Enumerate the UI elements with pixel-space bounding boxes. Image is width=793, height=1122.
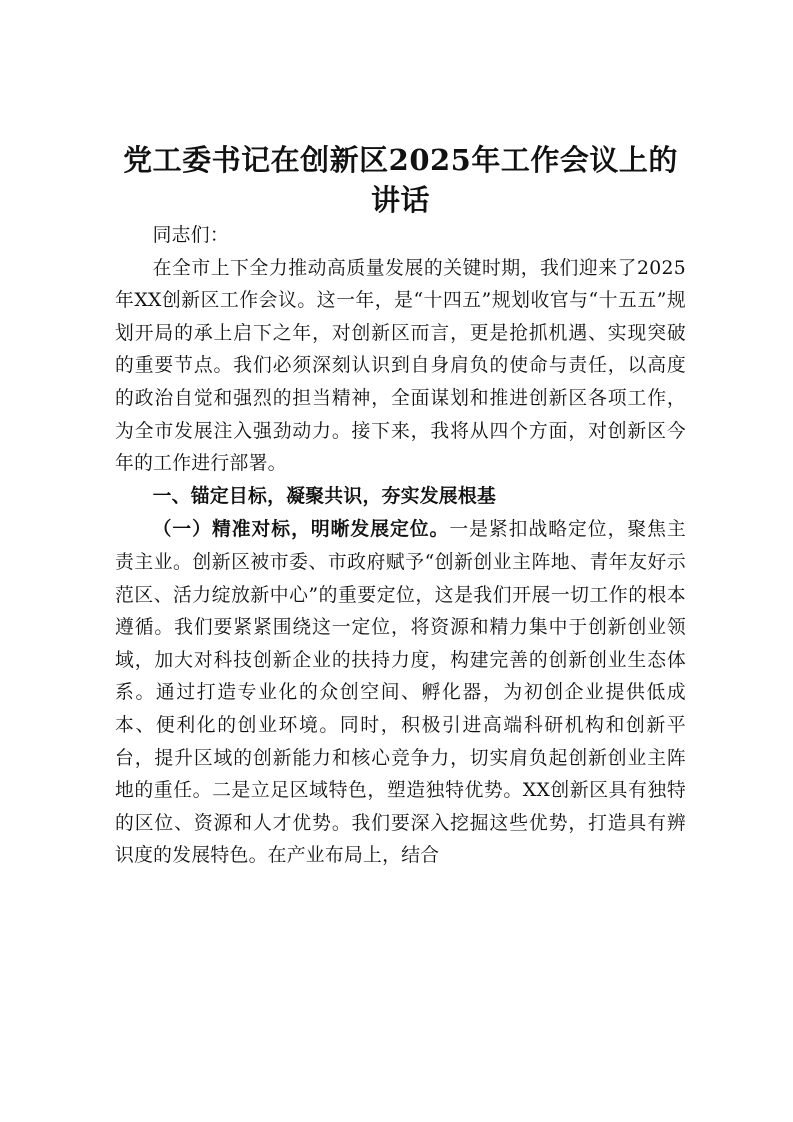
subsection-body-1: 一是紧扣战略定位，聚焦主责主业。创新区被市委、市政府赋予“创新创业主阵地、青年友好示范区、活力绽放新中心”的重要定位，这是我们开展一切工作的根本遵循。我们要紧紧围绕这一定位，将资源和精力集中于创新创业领域，加大对科技创新企业的扶持力度，构建完善的创新创业生态体系。通过打造专业化的众创空间、孵化器，为初创企业提供低成本、便利化的创业环境。同时，积极引进高端科研机构和创新平台，提升区域的创新能力和核心竞争力，切实肩负起创新创业主阵地的重任。二是立足区域特色，塑造独特优势。XX创新区具有独特的区位、资源和人才优势。我们要深入挖掘这些优势，打造具有辨识度的发展特色。在产业布局上，结合 <box>115 519 687 867</box>
subsection-lead-1: （一）精准对标，明晰发展定位。 <box>152 518 450 541</box>
section-heading-1: 一、锚定目标，凝聚共识，夯实发展根基 <box>152 485 497 507</box>
subsection-paragraph-1 <box>115 513 686 873</box>
document-page <box>115 140 686 873</box>
document-title: 党工委书记在创新区2025年工作会议上的讲话 <box>123 143 678 217</box>
greeting: 同志们： <box>152 225 229 246</box>
intro-paragraph: 在全市上下全力推动高质量发展的关键时期，我们迎来了2025年XX创新区工作会议。这一年，是“十四五”规划收官与“十五五”规划开局的承上启下之年，对创新区而言，更是抢抓机遇、实现突破的重要节点。我们必须深刻认识到自身肩负的使命与责任，以高度的政治自觉和强烈的担当精神，全面谋划和推进创新区各项工作，为全市发展注入强劲动力。接下来，我将从四个方面，对创新区今年的工作进行部署。 <box>115 257 686 475</box>
